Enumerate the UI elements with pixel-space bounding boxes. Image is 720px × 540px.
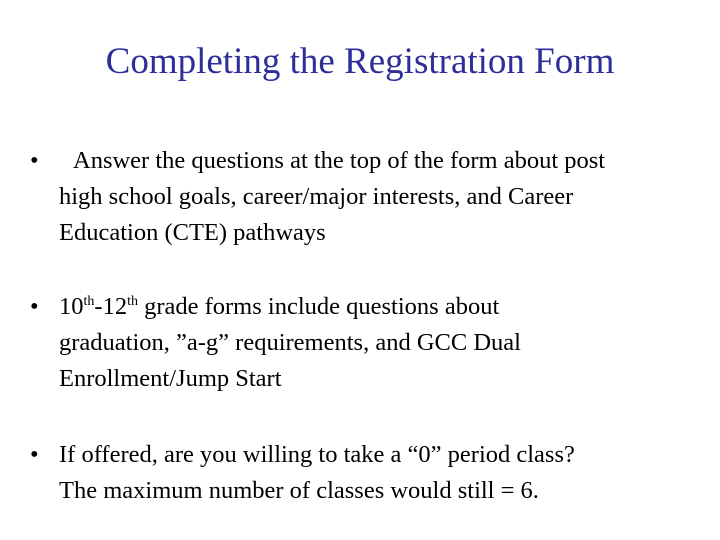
grade-start-superscript: th: [83, 294, 95, 309]
bullet-text: [59, 289, 699, 397]
grade-dash: -: [94, 293, 103, 320]
bullet-line: Enrollment/Jump Start: [59, 365, 282, 392]
grade-end: 12: [102, 293, 128, 320]
bullet-text: [59, 437, 699, 509]
slide-title: Completing the Registration Form: [105, 41, 615, 82]
bullet-dot: •: [30, 293, 39, 320]
bullet-line: If offered, are you willing to take a “0” period class?: [59, 441, 575, 468]
grade-end-superscript: th: [127, 294, 138, 309]
bullet-dot: •: [30, 441, 39, 468]
bullet-line-rest: grade forms include questions about: [137, 293, 500, 320]
bullet-line: The maximum number of classes would still = 6.: [59, 477, 539, 504]
bullet-text: [59, 143, 699, 251]
bullet-line: Answer the questions at the top of the form about post: [73, 147, 606, 174]
bullet-line: graduation, ”a-g” requirements, and GCC Dual: [59, 329, 521, 356]
grade-start: 10: [59, 293, 84, 320]
bullet-dot: •: [30, 147, 39, 174]
bullet-line: [59, 289, 699, 325]
bullet-line: Education (CTE) pathways: [59, 219, 326, 246]
bullet-line: high school goals, career/major interests, and Career: [59, 183, 574, 210]
